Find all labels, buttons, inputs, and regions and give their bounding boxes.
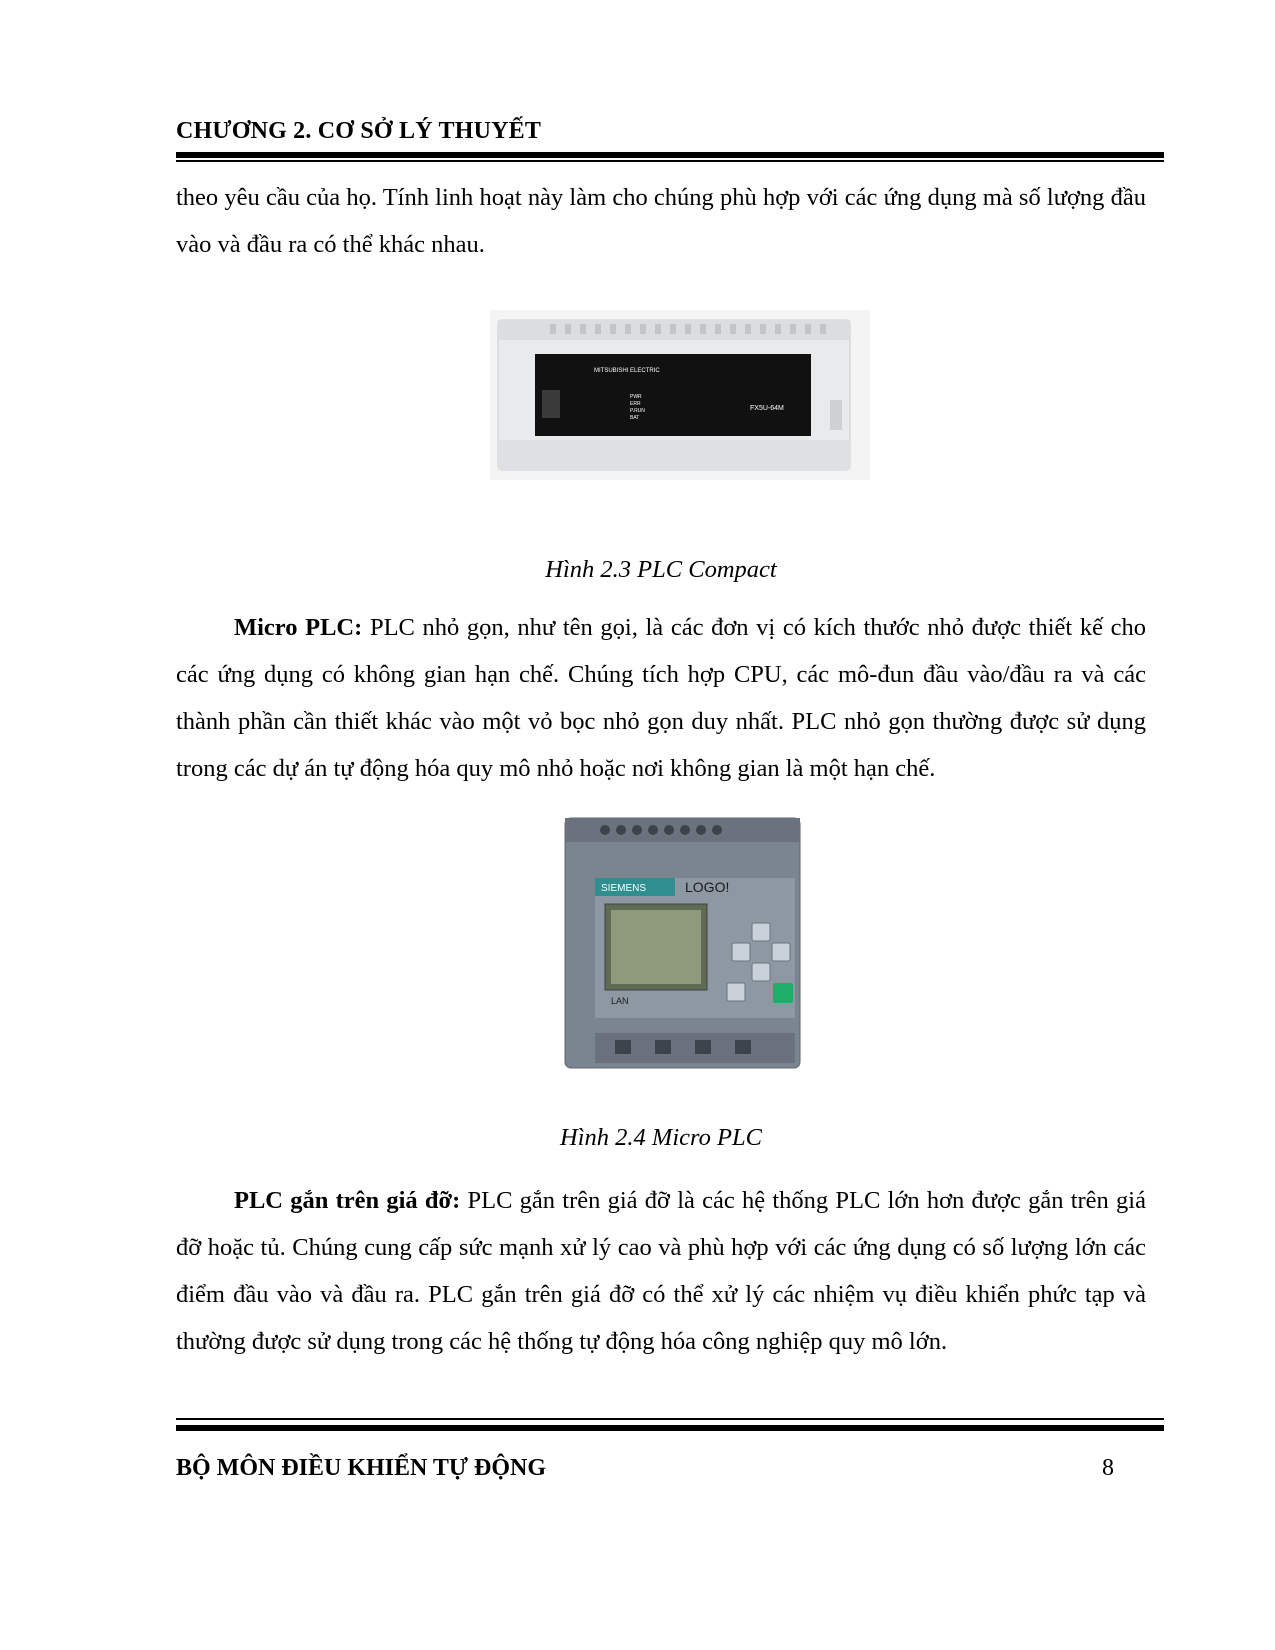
svg-text:PWR: PWR: [630, 394, 642, 400]
figure-caption-2-4: Hình 2.4 Micro PLC: [560, 1124, 762, 1151]
chapter-header: CHƯƠNG 2. CƠ SỞ LÝ THUYẾT: [176, 118, 542, 144]
plc1-brand-label: MITSUBISHI ELECTRIC: [594, 368, 660, 374]
page-number: 8: [1102, 1455, 1114, 1481]
plc1-model-label: FX5U-64M: [750, 405, 784, 412]
term-rack-plc: PLC gắn trên giá đỡ:: [234, 1187, 461, 1214]
plc2-brand-label: SIEMENS: [601, 883, 647, 894]
plc-compact-image: [490, 310, 870, 480]
paragraph-rack-plc: [176, 1177, 1146, 1365]
footer-rule-thick: [176, 1425, 1164, 1431]
paragraph-micro-plc: [176, 604, 1146, 792]
header-rule-thin: [176, 160, 1164, 162]
micro-plc-image: [555, 808, 815, 1078]
footer-department: BỘ MÔN ĐIỀU KHIỂN TỰ ĐỘNG: [176, 1455, 547, 1481]
svg-text:ERR: ERR: [630, 401, 641, 407]
paragraph-micro-plc-text: PLC nhỏ gọn, như tên gọi, là các đơn vị có kích thước nhỏ được thiết kế cho các ứng dụng có không gian hạn chế. Chúng tích hợp CPU, các mô-đun đầu vào/đầu ra và các thành phần cần thiết khác vào một vỏ bọc nhỏ gọn duy nhất. PLC nhỏ gọn thường được sử dụng trong các dự án tự động hóa quy mô nhỏ hoặc nơi không gian là một hạn chế.: [176, 614, 1146, 782]
footer-rule-thin: [176, 1418, 1164, 1420]
paragraph-rack-plc-text: PLC gắn trên giá đỡ là các hệ thống PLC lớn hơn được gắn trên giá đỡ hoặc tủ. Chúng cung cấp sức mạnh xử lý cao và phù hợp với các ứng dụng có số lượng lớn các điểm đầu vào và đầu ra. PLC gắn trên giá đỡ có thể xử lý các nhiệm vụ điều khiển phức tạp và thường được sử dụng trong các hệ thống tự động hóa công nghiệp quy mô lớn.: [176, 1187, 1146, 1355]
plc2-model-label: LOGO!: [685, 879, 730, 895]
svg-text:P.RUN: P.RUN: [630, 408, 645, 414]
plc2-lan-label: LAN: [611, 996, 629, 1006]
term-micro-plc: Micro PLC:: [234, 614, 363, 641]
header-rule-thick: [176, 152, 1164, 158]
paragraph-continuation: theo yêu cầu của họ. Tính linh hoạt này làm cho chúng phù hợp với các ứng dụng mà số lượng đầu vào và đầu ra có thể khác nhau.: [176, 184, 1146, 258]
svg-text:BAT: BAT: [630, 415, 640, 421]
figure-caption-2-3: Hình 2.3 PLC Compact: [545, 556, 777, 583]
